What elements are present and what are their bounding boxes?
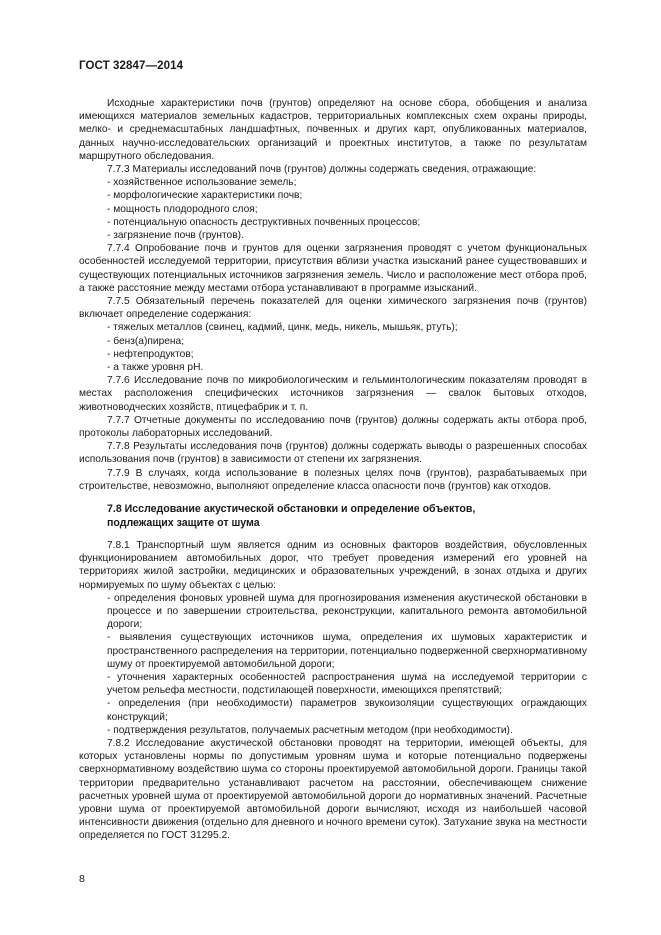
paragraph-7-7-8: 7.7.8 Результаты исследования почв (грунтов) должны содержать выводы о разрешенных способах использования почв (грунтов) в зависимости от степени их загрязнения. — [79, 441, 587, 466]
paragraph-7-7-6: 7.7.6 Исследование почв по микробиологическим и гельминтологическим показателям проводят в местах расположения специфических источников загрязнения — свалок бытовых отходов, животноводческих хозяйств, птицефабрик и т. п. — [79, 375, 587, 413]
section-heading-7-8 — [79, 503, 587, 530]
list-item: - определения (при необходимости) параметров звукоизоляции существующих ограждающих конструкций; — [107, 698, 587, 723]
document-code: ГОСТ 32847—2014 — [79, 60, 184, 72]
paragraph-7-8-2: 7.8.2 Исследование акустической обстановки проводят на территории, имеющей объекты, для которых установлены нормы по допустимым уровням шума и которые потенциально подвержены сверхнормативному воздействию шума со стороны проектируемой автомобильной дороги. Границы такой территории предварительно устанавливают расчетом на расстоянии, обеспечивающем снижение расчетных уровней шума от проектируемой автомобильной дороги до нормативных значений. Расчетные уровни шума от проектируемой автомобильной дороги вычисляют, исходя из наибольшей часовой интенсивности движения (отдельно для дневного и ночного времени суток). Затухание звука на местности определяется по ГОСТ 31295.2. — [79, 737, 587, 842]
list-item: - тяжелых металлов (свинец, кадмий, цинк, медь, никель, мышьяк, ртуть); — [107, 322, 458, 334]
list-item: - нефтепродуктов; — [107, 348, 194, 360]
list-item: - подтверждения результатов, получаемых расчетным методом (при необходимости). — [107, 724, 513, 736]
list-item: - потенциальную опасность деструктивных почвенных процессов; — [107, 216, 421, 228]
list-item: - загрязнение почв (грунтов). — [107, 230, 244, 242]
list-item: - а также уровня pH. — [107, 362, 204, 374]
section-heading-line: 7.8 Исследование акустической обстановки и определение объектов, — [107, 503, 476, 516]
list-item: - уточнения характерных особенностей распространения шума на исследуемой территории с учетом рельефа местности, подстилающей поверхности, имеющихся препятствий; — [107, 671, 587, 697]
section-heading-line: подлежащих защите от шума — [107, 516, 260, 529]
list-item: - выявления существующих источников шума, определения их шумовых характеристик и пространственного распределения на территории, потенциально подверженной сверхнормативному шуму от проектируемой автомобильной дороги; — [107, 632, 587, 670]
list-item: - хозяйственное использование земель; — [107, 177, 297, 189]
list-item: - мощность плодородного слоя; — [107, 203, 258, 215]
paragraph-7-7-9: 7.7.9 В случаях, когда использование в полезных целях почв (грунтов), разрабатываемых при строительстве, невозможно, выполняют определение класса опасности почв (грунтов) как отходов. — [79, 467, 587, 492]
list-item: - бенз(а)пирена; — [107, 335, 185, 347]
paragraph-7-7-5: 7.7.5 Обязательный перечень показателей для оценки химического загрязнения почв (грунтов) включает определение содержания: — [79, 296, 587, 321]
list-item: - определения фоновых уровней шума для прогнозирования изменения акустической обстановки в процессе и по завершении строительства, реконструкции, капитального ремонта автомобильной дороги; — [107, 592, 587, 631]
list-item: - морфологические характеристики почв; — [107, 190, 303, 202]
paragraph-7-7-7: 7.7.7 Отчетные документы по исследованию почв (грунтов) должны содержать акты отбора проб, протоколы лабораторных исследований. — [79, 414, 587, 440]
document-body — [79, 97, 587, 843]
paragraph-7-8-1: 7.8.1 Транспортный шум является одним из основных факторов воздействия, обусловленных функционированием автомобильных дорог, что требует проведения измерений его уровней на территориях жилой застройки, медицинских и образовательных учреждений, в зонах отдыха и других нормируемых по шуму объектах с целью: — [79, 539, 587, 591]
paragraph-7-7-3: 7.7.3 Материалы исследований почв (грунтов) должны содержать сведения, отражающие: — [107, 164, 537, 176]
page-number: 8 — [79, 873, 85, 885]
paragraph-intro: Исходные характеристики почв (грунтов) определяют на основе сбора, обобщения и анализа имеющихся материалов земельных кадастров, территориальных комплексных схем охраны природы, мелко- и среднемасштабных ландшафтных, почвенных и других карт, опубликованных материалов, данных научно-исследовательских организаций и проектных институтов, а также по результатам маршрутного обследования. — [79, 98, 587, 162]
paragraph-7-7-4: 7.7.4 Опробование почв и грунтов для оценки загрязнения проводят с учетом функциональных особенностей исследуемой территории, присутствия вблизи участка изысканий ранее существовавших и существующих потенциальных источников загрязнения земель. Число и расположение мест отбора проб, а также расстояние между местами отбора устанавливают в программе изысканий. — [79, 243, 587, 294]
